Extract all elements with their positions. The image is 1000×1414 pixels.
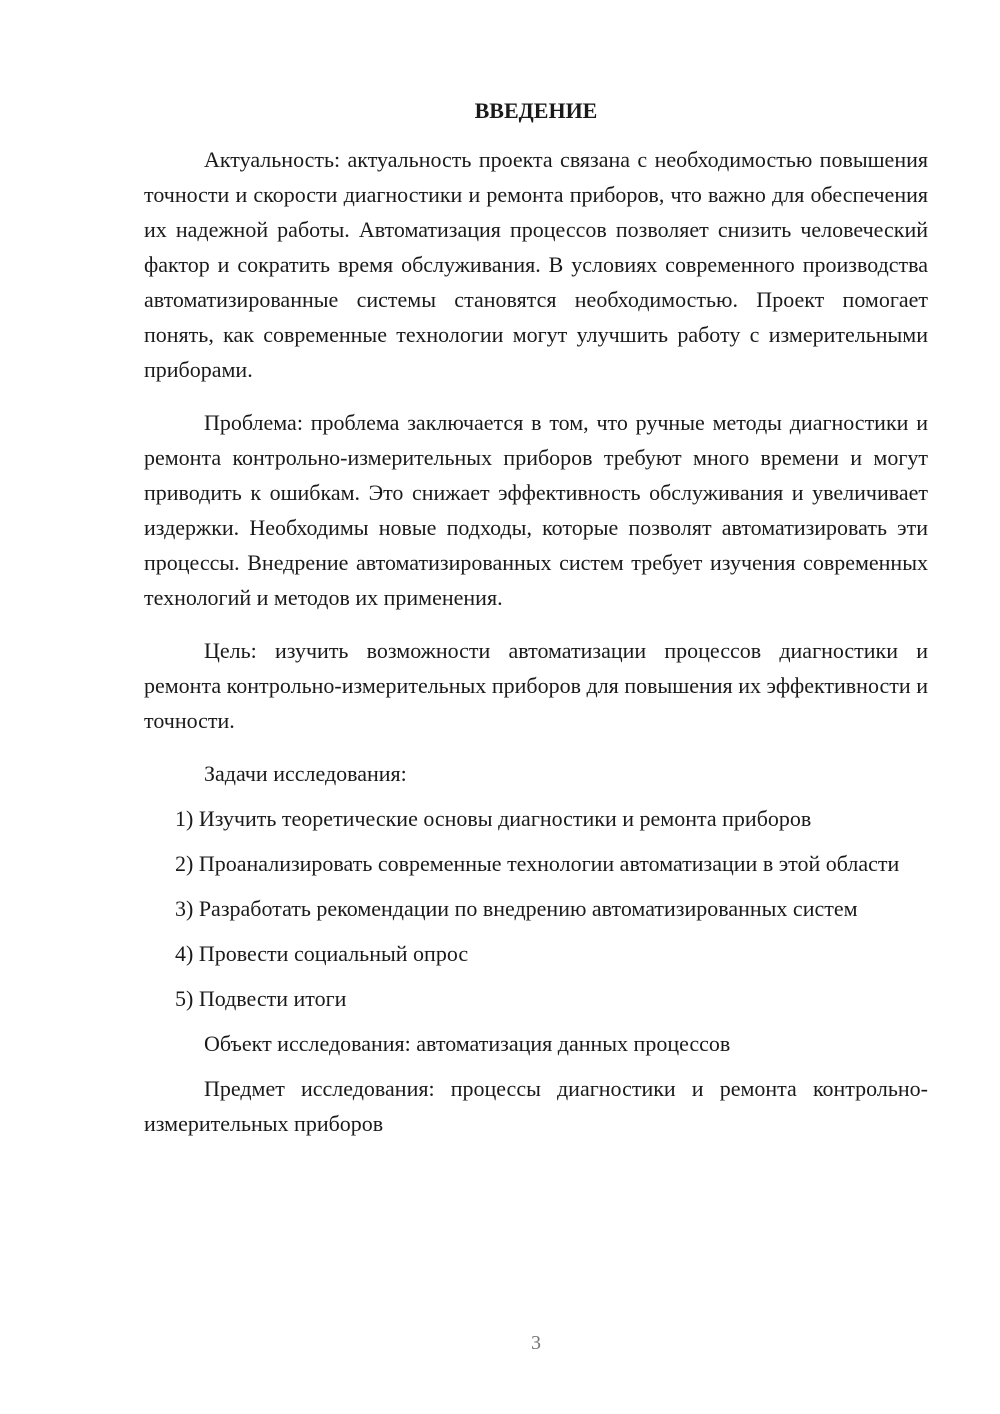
goal-paragraph: Цель: изучить возможности автоматизации процессов диагностики и ремонта контрольно-измерительных приборов для повышения их эффективности и точности. — [144, 638, 928, 733]
task-item-5: 5) Подвести итоги — [175, 986, 347, 1011]
page-title: ВВЕДЕНИЕ — [474, 98, 598, 123]
task-item-3: 3) Разработать рекомендации по внедрению автоматизированных систем — [175, 896, 858, 921]
tasks-heading: Задачи исследования: — [204, 761, 407, 786]
research-object: Объект исследования: автоматизация данных процессов — [204, 1031, 731, 1056]
task-item-2: 2) Проанализировать современные технологии автоматизации в этой области — [175, 851, 900, 876]
research-subject: Предмет исследования: процессы диагностики и ремонта контрольно-измерительных приборов — [144, 1076, 928, 1136]
task-item-1: 1) Изучить теоретические основы диагностики и ремонта приборов — [175, 806, 812, 831]
document-page — [144, 96, 928, 1141]
page-number: 3 — [531, 1332, 541, 1354]
task-item-4: 4) Провести социальный опрос — [175, 941, 469, 966]
relevance-paragraph: Актуальность: актуальность проекта связана с необходимостью повышения точности и скорости диагностики и ремонта приборов, что важно для обеспечения их надежной работы. Автоматизация процессов позволяет снизить человеческий фактор и сократить время обслуживания. В условиях современного производства автоматизированные системы становятся необходимостью. Проект помогает понять, как современные технологии могут улучшить работу с измерительными приборами. — [144, 147, 928, 382]
problem-paragraph: Проблема: проблема заключается в том, что ручные методы диагностики и ремонта контрольно-измерительных приборов требуют много времени и могут приводить к ошибкам. Это снижает эффективность обслуживания и увеличивает издержки. Необходимы новые подходы, которые позволят автоматизировать эти процессы. Внедрение автоматизированных систем требует изучения современных технологий и методов их применения. — [144, 410, 928, 610]
